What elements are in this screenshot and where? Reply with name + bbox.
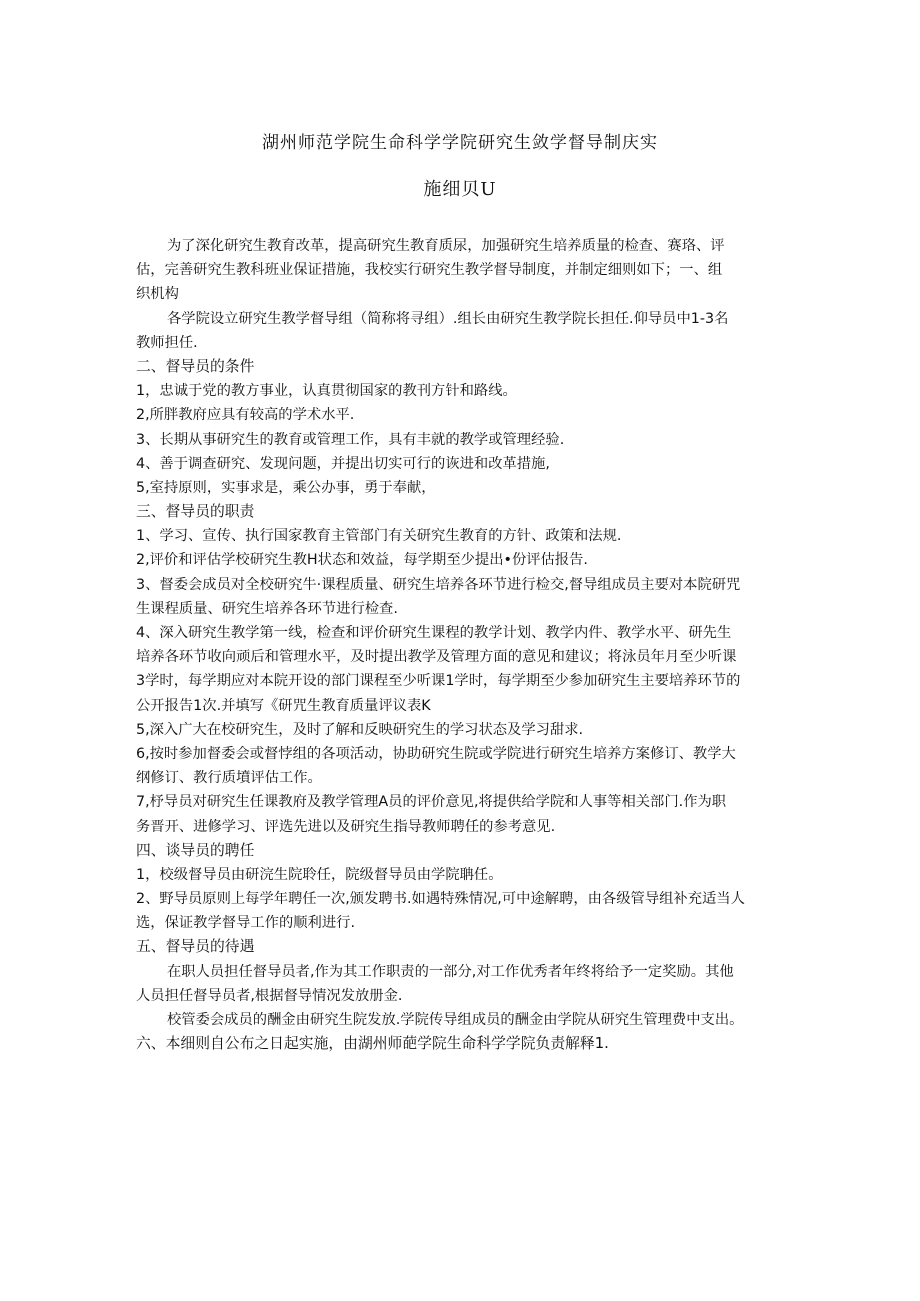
list-item-continued: 培养各环节收向顽后和管理水平，及时提出教学及管理方面的意见和建议；将泳员年月至少听课: [136, 649, 737, 666]
list-item: 2,所胖教府应具有较高的学术水平.: [136, 407, 355, 424]
list-item: 5,室持原则，实事求是，乘公办事，勇于奉献，: [136, 479, 436, 496]
list-item-continued: 公开报告1次.并填写《研咒生教育质量评议表K: [136, 697, 431, 714]
list-item-continued: 纲修订、教行质墳评估工作。: [136, 770, 322, 787]
section-heading: 六、本细则自公布之日起实施，由湖州师葩学院生命科学学院负责解释1.: [136, 1035, 609, 1053]
list-item: 4、深入研究生教学第一线，检查和评价研究生课程的教学计划、教学内件、教学水平、研先生: [136, 625, 732, 641]
list-item: 3、长期从事研究生的教育或管理工作，具有丰就的教学或管理经验.: [136, 431, 565, 448]
paragraph-line: 校管委会成员的酬金由研究生院发放.学院传导组成员的酬金由学院从研究生管理费中支出。: [167, 1012, 744, 1028]
list-item-continued: 选，保证教学督导工作的顺利进行.: [136, 915, 355, 932]
list-item: 3、督委会成员对全校研究牛·课程质量、研究生培养各环节进行检交,督导组成员主要对本院研咒: [136, 576, 741, 593]
section-heading: 四、谈导员的聘任: [136, 841, 255, 859]
list-item: 1，忠诚于党的教方事业，认真贯彻国家的教刊方针和路线。: [136, 383, 517, 400]
intro-paragraph-line: 估，完善研究生教科班业保证措施，我校实行研究生教学督导制度，并制定细则如下；一、组: [136, 262, 723, 279]
intro-paragraph-line: 织机构: [136, 286, 179, 303]
document-title-line-2: 施细贝U: [423, 179, 497, 200]
section-heading: 三、督导员的职责: [136, 503, 255, 521]
organization-paragraph-line: 教师担任.: [136, 334, 198, 351]
list-item: 2、野导员原则上每学年聘任一次,颁发聘书.如遇特殊情况,可中途解聘，由各级管导组补充适当人: [136, 891, 745, 908]
list-item: 1，校级督导员由研浣生院聆任，院级督导员由学院聃任。: [136, 866, 503, 883]
organization-paragraph-line: 各学院设立研究生教学督导组（简称将寻组）.组长由研究生教学院长担任.仰导员中1-3名: [167, 310, 729, 327]
list-item: 5,深入广大在校研究生，及时了解和反映研究生的学习状态及学习甜求.: [136, 721, 584, 738]
list-item: 4、善于调查研究、发现问题，并提出切实可行的诙进和改革措施,: [136, 455, 550, 472]
list-item: 7,杼导员对研究生任课教府及教学管理A员的评价意见,将提供给学院和人事等相关部门.作为职: [136, 794, 727, 811]
list-item-continued: 务晋开、进修学习、评选先进以及研究生指导教师聘任的参考意见.: [136, 818, 556, 835]
section-heading: 二、督导员的条件: [136, 357, 255, 375]
list-item: 6,按时参加督委会或督悖组的各项活动，协助研究生院或学院进行研究生培养方案修订、教学大: [136, 745, 736, 762]
list-item-continued: 3学时，每学期应对本院开设的部门课程至少听课1学时，每学期至少参加研究生主要培养环节的: [136, 673, 741, 690]
paragraph-line: 人员担任督导员者,根据督导情况发放册金.: [136, 987, 403, 1004]
list-item-continued: 生课程质量、研究生培养各环节进行检查.: [136, 600, 398, 617]
paragraph-line: 在职人员担任督导员者,作为其工作职责的一部分,对工作优秀者年终将给予一定奖励。其他: [167, 963, 734, 980]
document-title-line-1: 湖州师范学院生命科学学院研究生敛学督导制庆实: [262, 133, 658, 153]
list-item: 2,评价和评估学校研究生教H状态和效益，每学期至少提出•份评估报告.: [136, 552, 588, 569]
section-heading: 五、督导员的待遇: [136, 938, 255, 956]
list-item: 1、学习、宣传、执行国家教育主管部门有关研究生教育的方针、政策和法规.: [136, 528, 622, 545]
document-body: [136, 234, 796, 1056]
intro-paragraph-line: 为了深化研究生教育改革，提高研究生教育质尿，加强研究生培养质量的检查、赛珞、评: [167, 238, 725, 254]
